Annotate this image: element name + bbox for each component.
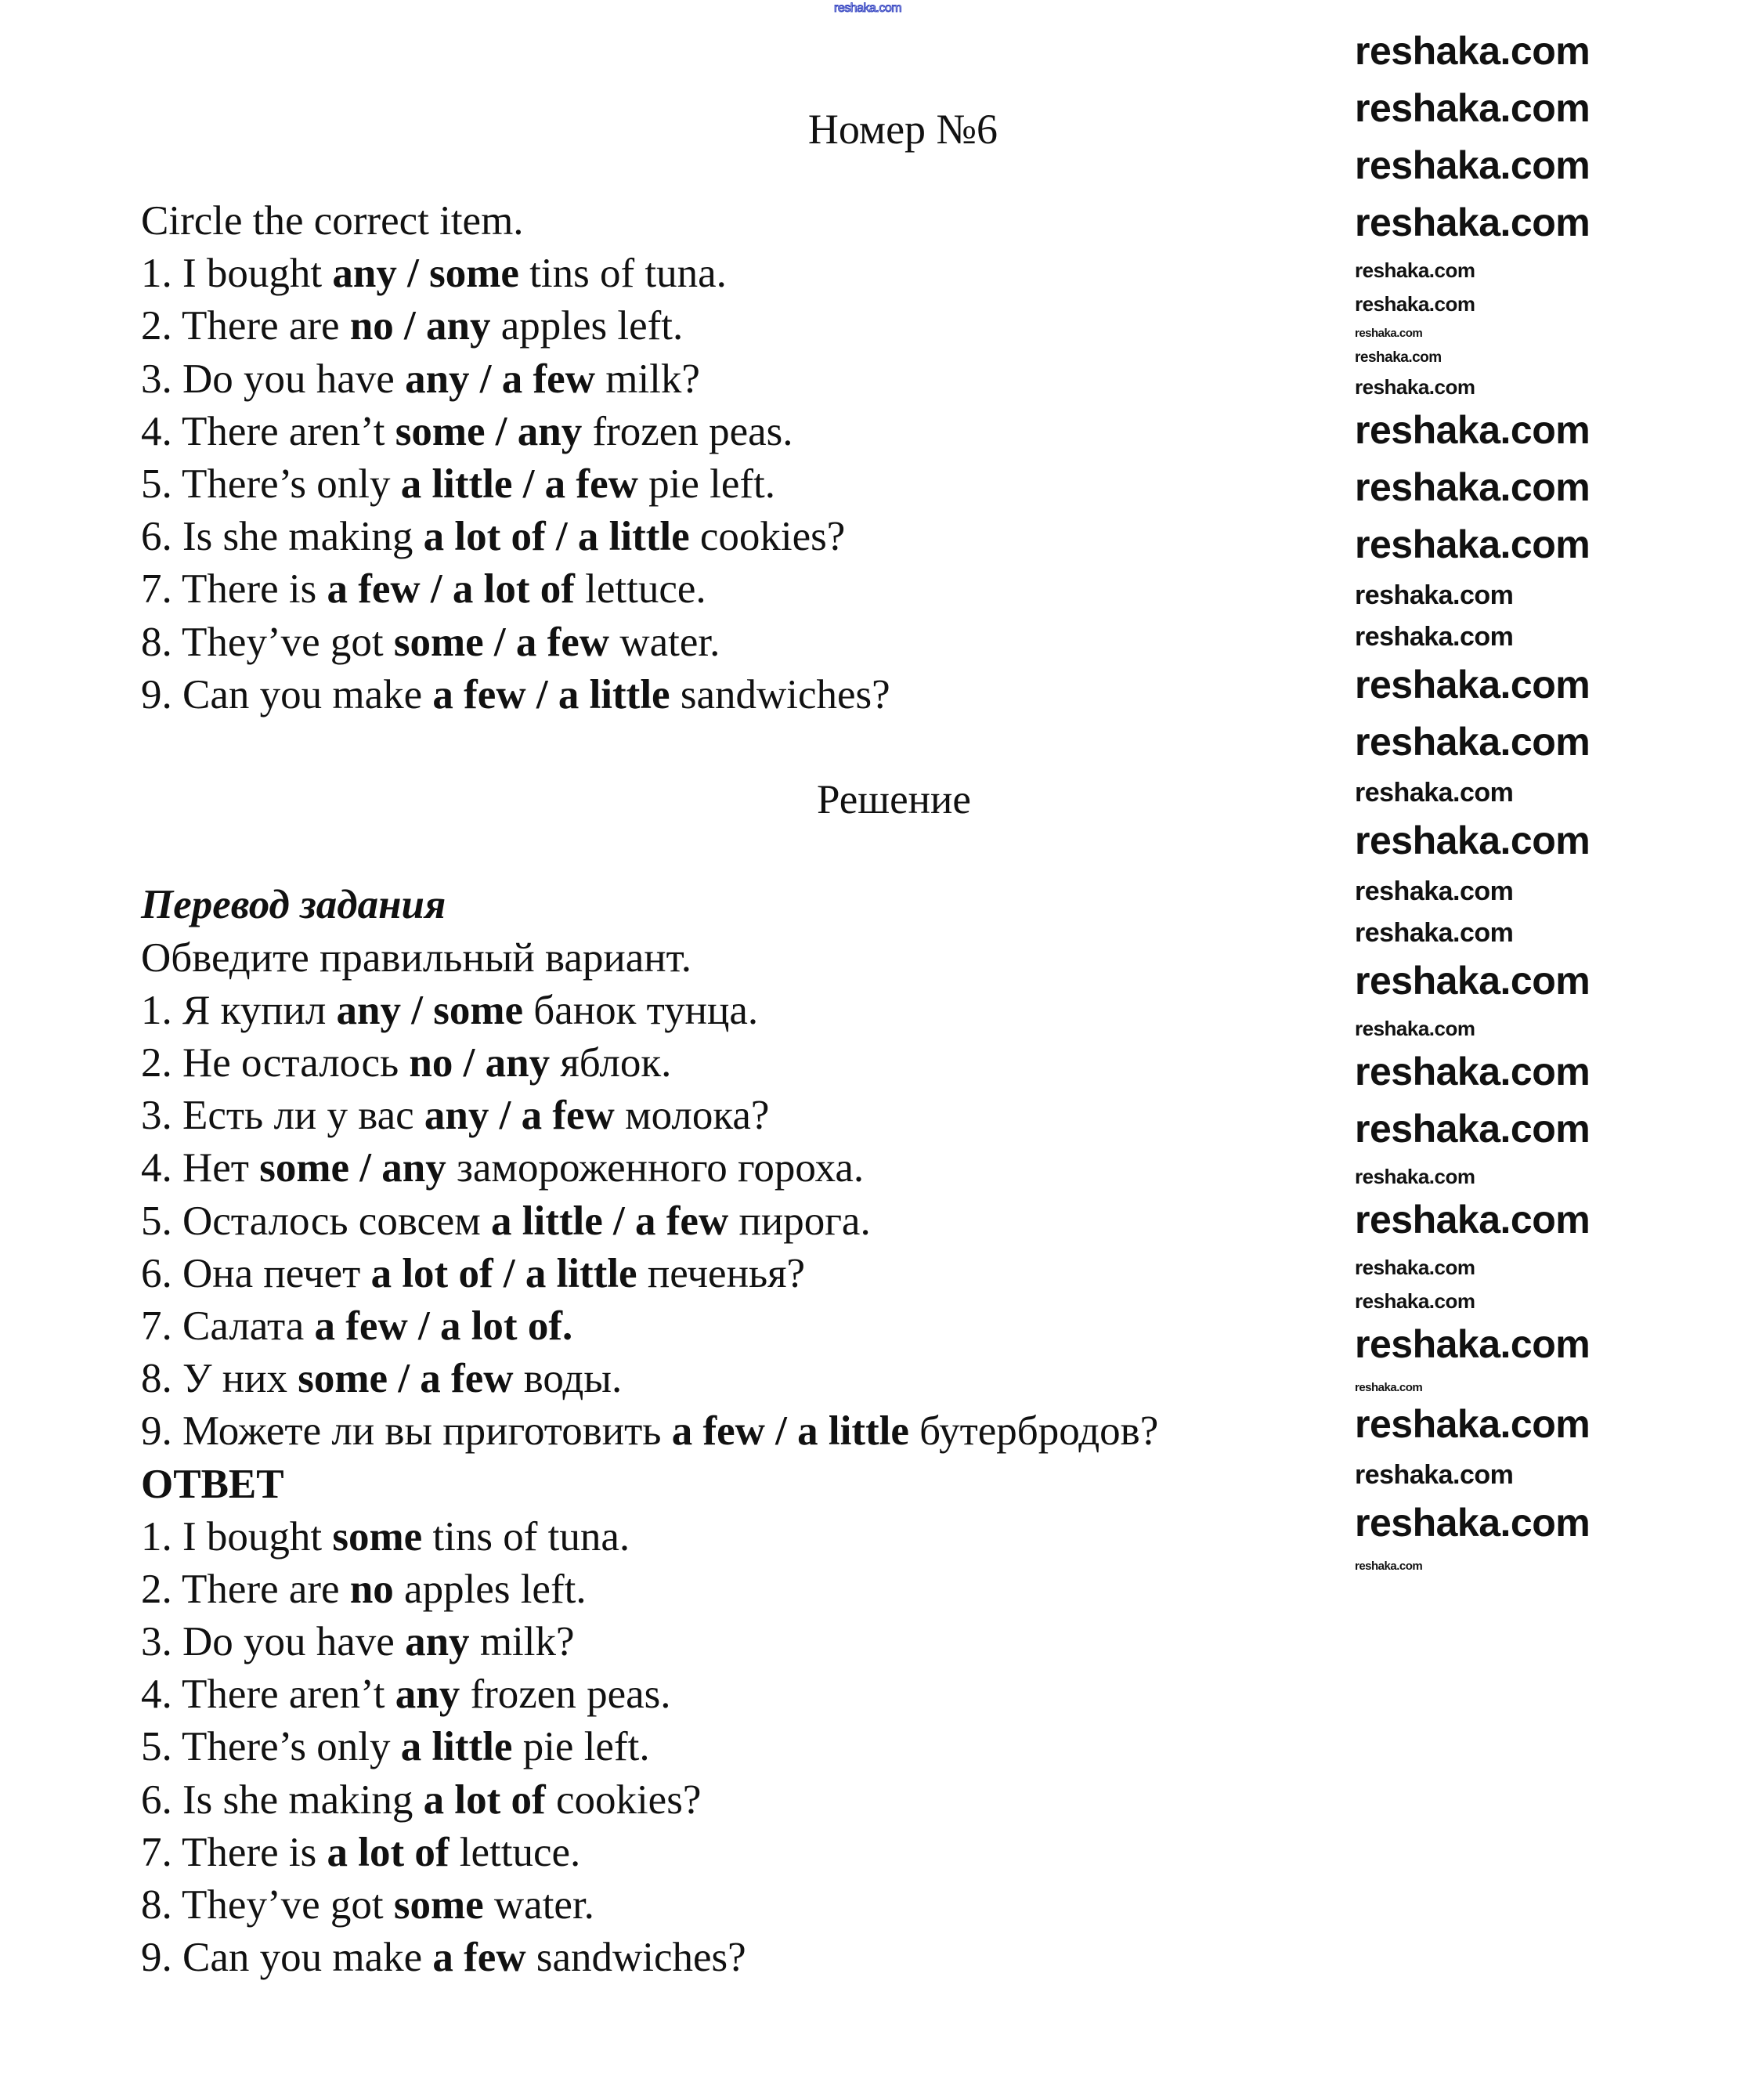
watermark: reshaka.com	[1355, 663, 1591, 707]
text-line	[141, 195, 524, 248]
text-segment: 1. I bought	[141, 1513, 333, 1560]
bold-text: some / a few	[298, 1356, 514, 1402]
watermark: reshaka.com	[1355, 201, 1591, 244]
text-line	[141, 932, 691, 985]
text-segment: Circle the correct item.	[141, 198, 524, 244]
watermark: reshaka.com	[1355, 1165, 1475, 1188]
watermark: reshaka.com	[1355, 1560, 1423, 1573]
watermark: reshaka.com	[1355, 580, 1514, 610]
text-segment: замороженного гороха.	[446, 1145, 865, 1191]
bold-text: Перевод задания	[141, 882, 446, 928]
bold-text: a little / a few	[400, 461, 638, 507]
bold-text: any / a few	[405, 356, 595, 402]
text-line	[141, 353, 700, 406]
text-segment: 5. Осталось совсем	[141, 1198, 492, 1244]
text-line	[141, 1511, 630, 1563]
text-line	[141, 1774, 701, 1827]
bold-text: a little / a few	[491, 1198, 729, 1244]
text-segment: 9. Can you make	[141, 671, 433, 717]
watermark: reshaka.com	[1355, 29, 1591, 73]
bold-text: a few / a lot of	[327, 566, 575, 613]
text-line	[141, 879, 446, 931]
text-line	[141, 1879, 594, 1932]
text-segment: молока?	[614, 1093, 770, 1139]
text-segment: пирога.	[728, 1198, 871, 1244]
watermark: reshaka.com	[1355, 877, 1514, 906]
text-segment: lettuce.	[574, 566, 706, 613]
bold-text: some	[393, 1882, 484, 1928]
text-segment: 4. There aren’t	[141, 1672, 395, 1718]
text-line	[141, 1248, 805, 1300]
bold-text: a lot of / a little	[370, 1250, 637, 1296]
bold-text: some / any	[259, 1145, 446, 1191]
text-segment: sandwiches?	[525, 1935, 746, 1981]
text-segment: 3. Есть ли у вас	[141, 1093, 424, 1139]
bold-text: a few / a little	[432, 671, 670, 717]
bold-text: a few / a little	[671, 1408, 909, 1455]
watermark: reshaka.com	[1355, 522, 1591, 566]
bold-text: any / some	[336, 987, 524, 1033]
text-segment: бутербродов?	[908, 1408, 1159, 1455]
bold-text: some / any	[395, 408, 583, 454]
bold-text: some / a few	[393, 619, 610, 665]
text-segment: 4. Нет	[141, 1145, 260, 1191]
watermark: reshaka.com	[1355, 1198, 1591, 1242]
text-segment: воды.	[513, 1356, 623, 1402]
watermark: reshaka.com	[1355, 1402, 1591, 1446]
text-segment: tins of tuna.	[518, 251, 727, 297]
text-segment: 5. There’s only	[141, 461, 401, 507]
watermark: reshaka.com	[1355, 465, 1591, 509]
text-line	[141, 1721, 650, 1773]
bold-text: no	[349, 1566, 394, 1612]
text-segment: frozen peas.	[460, 1672, 671, 1718]
text-line	[141, 1142, 864, 1195]
watermark: reshaka.com	[1355, 918, 1514, 948]
watermark: reshaka.com	[1355, 408, 1591, 452]
text-segment: 7. There is	[141, 566, 327, 613]
text-segment: 6. Она печет	[141, 1250, 371, 1296]
text-segment: 8. У них	[141, 1356, 298, 1402]
text-segment: яблок.	[550, 1040, 672, 1086]
watermark: reshaka.com	[1355, 327, 1423, 340]
watermark: reshaka.com	[1355, 292, 1475, 316]
text-line	[141, 1037, 671, 1090]
watermark: reshaka.com	[1355, 622, 1514, 652]
text-segment: pie left.	[637, 461, 775, 507]
text-segment: cookies?	[545, 1777, 702, 1823]
text-line	[141, 458, 775, 511]
watermark: reshaka.com	[1355, 778, 1514, 808]
text-line	[141, 1353, 622, 1405]
bold-text: ОТВЕТ	[141, 1461, 284, 1507]
watermark: reshaka.com	[1355, 143, 1591, 187]
text-segment: 6. Is she making	[141, 1777, 424, 1823]
watermark: reshaka.com	[1355, 1017, 1475, 1040]
text-line	[141, 406, 793, 458]
watermark: reshaka.com	[1355, 1381, 1423, 1394]
bold-text: no / any	[409, 1040, 551, 1086]
text-segment: 9. Can you make	[141, 1935, 433, 1981]
text-line	[141, 1300, 572, 1353]
text-segment: 2. There are	[141, 303, 350, 349]
watermark: reshaka.com	[1355, 258, 1475, 282]
text-segment: water.	[483, 1882, 594, 1928]
text-segment: 7. Салата	[141, 1303, 315, 1349]
watermark: reshaka.com	[1355, 720, 1591, 764]
text-segment: банок тунца.	[523, 987, 759, 1033]
text-line	[141, 511, 845, 563]
text-segment: Обведите правильный вариант.	[141, 934, 692, 981]
text-segment: 7. There is	[141, 1829, 327, 1875]
watermark: reshaka.com	[1355, 1460, 1514, 1490]
text-segment: 8. They’ve got	[141, 1882, 394, 1928]
watermark: reshaka.com	[1355, 1501, 1591, 1545]
watermark: reshaka.com	[1355, 1256, 1475, 1279]
watermark: reshaka.com	[1355, 375, 1475, 399]
bold-text: a lot of	[327, 1829, 450, 1875]
text-segment: 5. There’s only	[141, 1724, 401, 1770]
text-line	[141, 985, 758, 1037]
text-segment: 3. Do you have	[141, 1619, 406, 1665]
bold-text: a lot of	[423, 1777, 546, 1823]
text-line	[141, 563, 706, 616]
watermark: reshaka.com	[1355, 86, 1591, 130]
text-segment: pie left.	[512, 1724, 650, 1770]
text-segment: 6. Is she making	[141, 514, 424, 560]
text-segment: water.	[609, 619, 720, 665]
watermark: reshaka.com	[1355, 1107, 1591, 1151]
text-segment: 8. They’ve got	[141, 619, 394, 665]
text-line	[141, 1405, 1158, 1458]
header-watermark: reshaka.com	[834, 2, 902, 15]
page-title: Номер №6	[807, 106, 998, 153]
text-line	[141, 1458, 284, 1511]
text-line	[141, 669, 890, 721]
text-line	[141, 1195, 871, 1248]
text-segment: Решение	[817, 777, 971, 823]
bold-text: any / a few	[424, 1093, 615, 1139]
text-segment: 2. Не осталось	[141, 1040, 410, 1086]
text-line	[141, 300, 683, 352]
text-segment: frozen peas.	[582, 408, 793, 454]
text-segment: apples left.	[393, 1566, 587, 1612]
text-segment: 1. I bought	[141, 251, 333, 297]
bold-text: a little	[400, 1724, 513, 1770]
text-segment: 9. Можете ли вы приготовить	[141, 1408, 672, 1455]
text-segment: 4. There aren’t	[141, 408, 395, 454]
text-segment: 1. Я купил	[141, 987, 337, 1033]
watermark: reshaka.com	[1355, 1050, 1591, 1093]
text-line	[141, 1668, 671, 1721]
text-segment: lettuce.	[449, 1829, 581, 1875]
text-line	[141, 1932, 746, 1984]
text-segment: печенья?	[637, 1250, 806, 1296]
bold-text: a lot of / a little	[423, 514, 690, 560]
bold-text: a few	[432, 1935, 526, 1981]
text-segment: milk?	[469, 1619, 575, 1665]
text-line	[141, 1563, 587, 1616]
bold-text: some	[332, 1513, 423, 1560]
text-segment: milk?	[594, 356, 700, 402]
text-line	[817, 774, 971, 826]
watermark: reshaka.com	[1355, 349, 1442, 366]
text-segment: 3. Do you have	[141, 356, 406, 402]
text-line	[141, 616, 720, 669]
watermark: reshaka.com	[1355, 959, 1591, 1003]
bold-text: no / any	[349, 303, 491, 349]
text-segment: apples left.	[490, 303, 684, 349]
bold-text: any	[405, 1619, 470, 1665]
watermark: reshaka.com	[1355, 1322, 1591, 1366]
text-segment: 2. There are	[141, 1566, 350, 1612]
text-line	[141, 1090, 769, 1142]
text-segment: cookies?	[689, 514, 846, 560]
watermark: reshaka.com	[1355, 819, 1591, 862]
text-line	[141, 1616, 575, 1668]
watermark: reshaka.com	[1355, 1289, 1475, 1313]
bold-text: any	[395, 1672, 460, 1718]
text-segment: sandwiches?	[670, 671, 890, 717]
exercise-text	[141, 195, 1158, 1984]
text-line	[141, 248, 727, 300]
bold-text: a few / a lot of.	[314, 1303, 573, 1349]
text-segment: tins of tuna.	[422, 1513, 630, 1560]
text-line	[141, 1827, 580, 1879]
bold-text: any / some	[332, 251, 519, 297]
